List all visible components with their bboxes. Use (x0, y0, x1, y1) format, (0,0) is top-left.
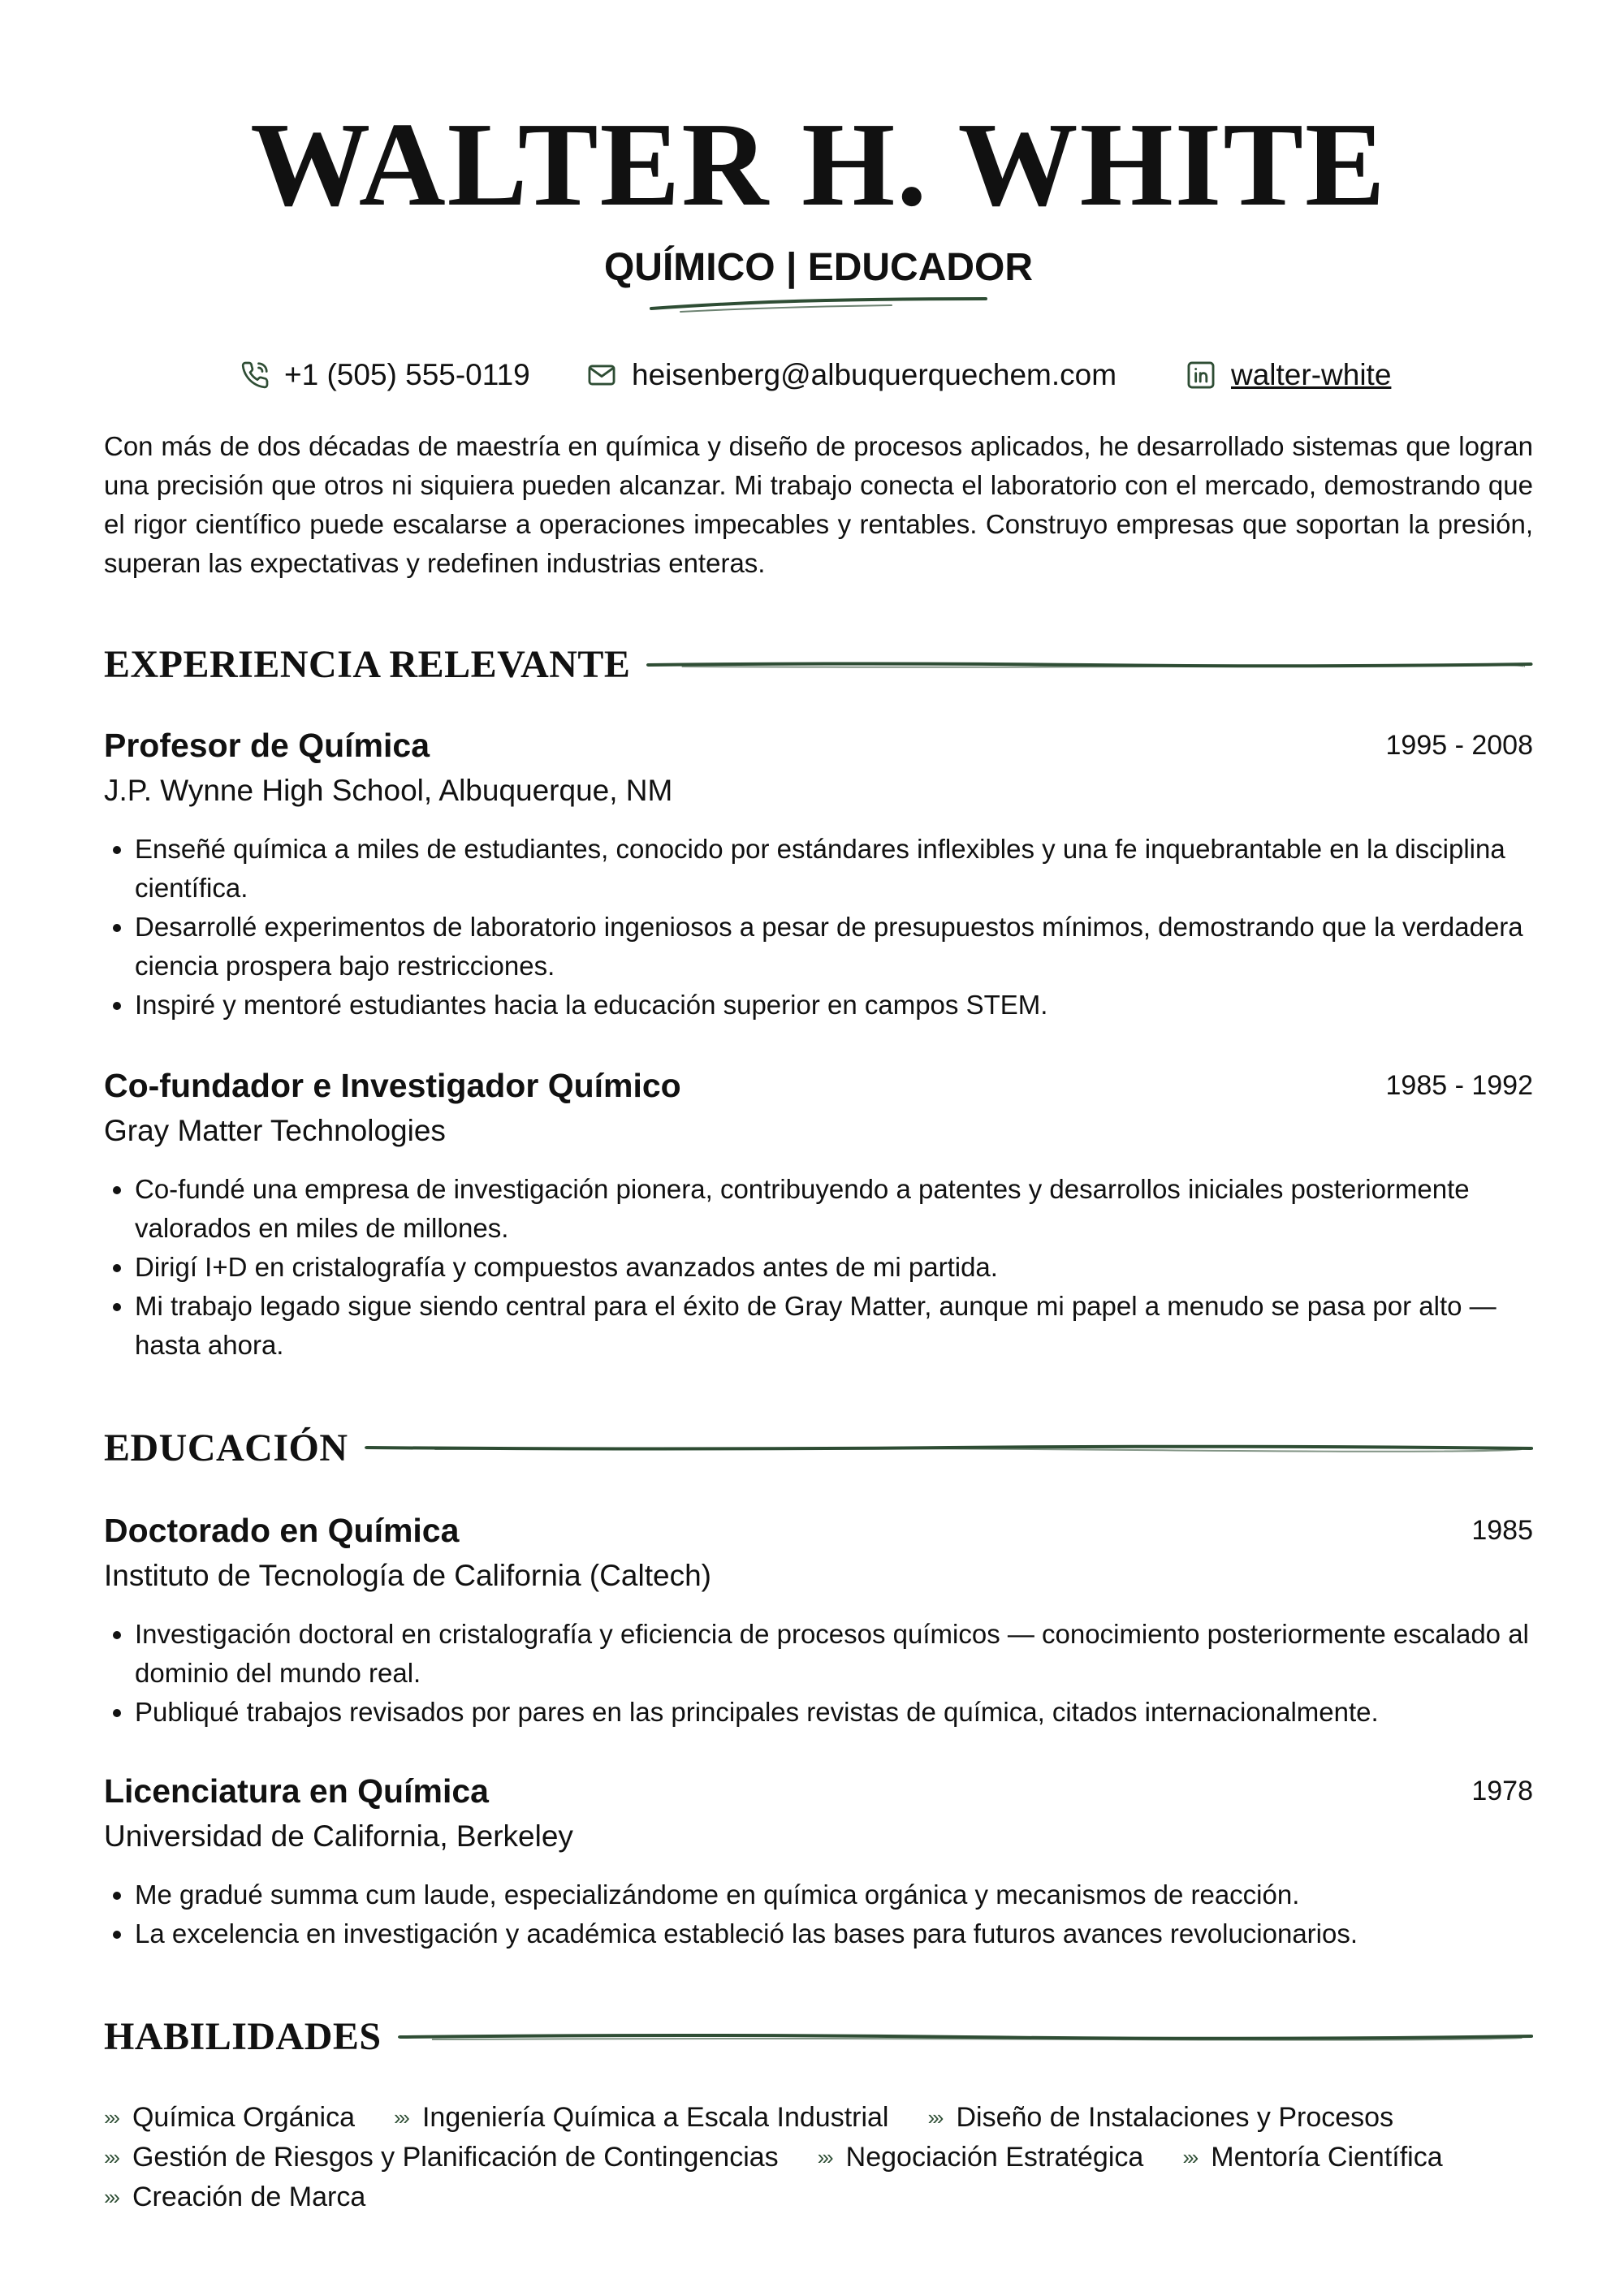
skill-item: ››› Gestión de Riesgos y Planificación de Contingencias (104, 2138, 779, 2177)
education-entry (104, 1768, 1533, 1953)
linkedin-icon (1186, 360, 1216, 391)
entry-institution: Instituto de Tecnología de California (Caltech) (104, 1559, 711, 1592)
experience-entry (104, 1063, 1533, 1365)
candidate-title: QUÍMICO | EDUCADOR (603, 246, 1034, 289)
entry-degree: Doctorado en Química (104, 1512, 460, 1549)
entry-dates: 1985 - 1992 (1385, 1070, 1533, 1101)
section-brush-line (646, 657, 1533, 673)
section-title: EXPERIENCIA RELEVANTE (104, 643, 631, 686)
entry-bullets (104, 1875, 1533, 1953)
contact-linkedin[interactable] (1186, 351, 1391, 399)
entry-bullets (104, 1170, 1533, 1365)
contact-phone[interactable] (240, 351, 530, 399)
section-brush-line (365, 1440, 1533, 1457)
bullet-item: • Mi trabajo legado sigue siendo central para el éxito de Gray Matter, aunque mi papel a menudo se pasa por alto — hasta ahora. (135, 1287, 1533, 1365)
linkedin-link[interactable]: walter-white (1231, 358, 1392, 391)
entry-organization: J.P. Wynne High School, Albuquerque, NM (104, 774, 673, 807)
bullet-item: • Enseñé química a miles de estudiantes, conocido por estándares inflexibles y una fe inquebrantable en la disciplina científica. (135, 830, 1533, 908)
skill-item: ››› Mentoría Científica (1182, 2138, 1442, 2177)
chevron-right-icon: ››› (927, 2105, 942, 2130)
education-entry (104, 1508, 1533, 1732)
skills-row (104, 2177, 1533, 2217)
chevron-right-icon: ››› (104, 2105, 118, 2130)
profile-summary: Con más de dos décadas de maestría en química y diseño de procesos aplicados, he desarrollado sistemas que logran una precisión que otros ni siquiera pueden alcanzar. Mi trabajo conecta el laboratorio con el mercado, demostrando que el rigor científico puede escalarse a operaciones impecables y rentables. Construyo empresas que soportan la presión, superan las expectativas y redefinen industrias enteras. (104, 431, 1533, 578)
bullet-item: • Investigación doctoral en cristalografía y eficiencia de procesos químicos — conocimiento posteriormente escalado al dominio del mundo real. (135, 1615, 1533, 1693)
skills-list (104, 2098, 1533, 2217)
section-experience-heading (104, 641, 1533, 689)
title-underline-brush (648, 292, 989, 317)
skill-item: ››› Creación de Marca (104, 2177, 365, 2217)
bullet-item: • Me gradué summa cum laude, especializándome en química orgánica y mecanismos de reacción. (135, 1875, 1533, 1914)
bullet-item: • Desarrollé experimentos de laboratorio ingeniosos a pesar de presupuestos mínimos, demostrando que la verdadera ciencia prospera bajo restricciones. (135, 908, 1533, 986)
section-skills-heading (104, 2013, 1533, 2061)
section-title: EDUCACIÓN (104, 1426, 348, 1470)
skills-row (104, 2098, 1533, 2138)
phone-icon (240, 360, 270, 390)
chevron-right-icon: ››› (1182, 2145, 1197, 2169)
chevron-right-icon: ››› (393, 2105, 408, 2130)
entry-role: Profesor de Química (104, 727, 430, 764)
entry-degree: Licenciatura en Química (104, 1772, 489, 1810)
section-title: HABILIDADES (104, 2015, 382, 2058)
entry-bullets (104, 830, 1533, 1025)
chevron-right-icon: ››› (104, 2185, 118, 2209)
entry-dates: 1995 - 2008 (1385, 730, 1533, 761)
bullet-item: • Dirigí I+D en cristalografía y compuestos avanzados antes de mi partida. (135, 1248, 1533, 1287)
entry-dates: 1978 (1471, 1776, 1533, 1806)
contact-bar (104, 351, 1533, 399)
section-education-heading (104, 1424, 1533, 1473)
chevron-right-icon: ››› (817, 2145, 831, 2169)
bullet-item: • La excelencia en investigación y académica estableció las bases para futuros avances revolucionarios. (135, 1914, 1533, 1953)
mail-icon (586, 360, 617, 391)
entry-organization: Gray Matter Technologies (104, 1114, 446, 1147)
entry-dates: 1985 (1471, 1515, 1533, 1546)
contact-email[interactable] (586, 351, 1116, 399)
skill-item: ››› Química Orgánica (104, 2098, 355, 2138)
skill-item: ››› Ingeniería Química a Escala Industrial (394, 2098, 889, 2138)
phone-text: +1 (505) 555-0119 (284, 358, 530, 391)
skill-item: ››› Negociación Estratégica (818, 2138, 1144, 2177)
experience-entry (104, 723, 1533, 1025)
entry-institution: Universidad de California, Berkeley (104, 1819, 573, 1853)
section-brush-line (398, 2029, 1533, 2045)
bullet-item: • Co-fundé una empresa de investigación pionera, contribuyendo a patentes y desarrollos iniciales posteriormente valorados en miles de millones. (135, 1170, 1533, 1248)
candidate-name: WALTER H. WHITE (250, 98, 1387, 231)
entry-bullets (104, 1615, 1533, 1732)
bullet-item: • Inspiré y mentoré estudiantes hacia la educación superior en campos STEM. (135, 986, 1533, 1025)
skill-item: ››› Diseño de Instalaciones y Procesos (927, 2098, 1393, 2138)
email-text: heisenberg@albuquerquechem.com (632, 358, 1117, 391)
skills-row (104, 2138, 1533, 2177)
chevron-right-icon: ››› (104, 2145, 118, 2169)
bullet-item: • Publiqué trabajos revisados por pares en las principales revistas de química, citados internacionalmente. (135, 1693, 1533, 1732)
entry-role: Co-fundador e Investigador Químico (104, 1067, 681, 1104)
